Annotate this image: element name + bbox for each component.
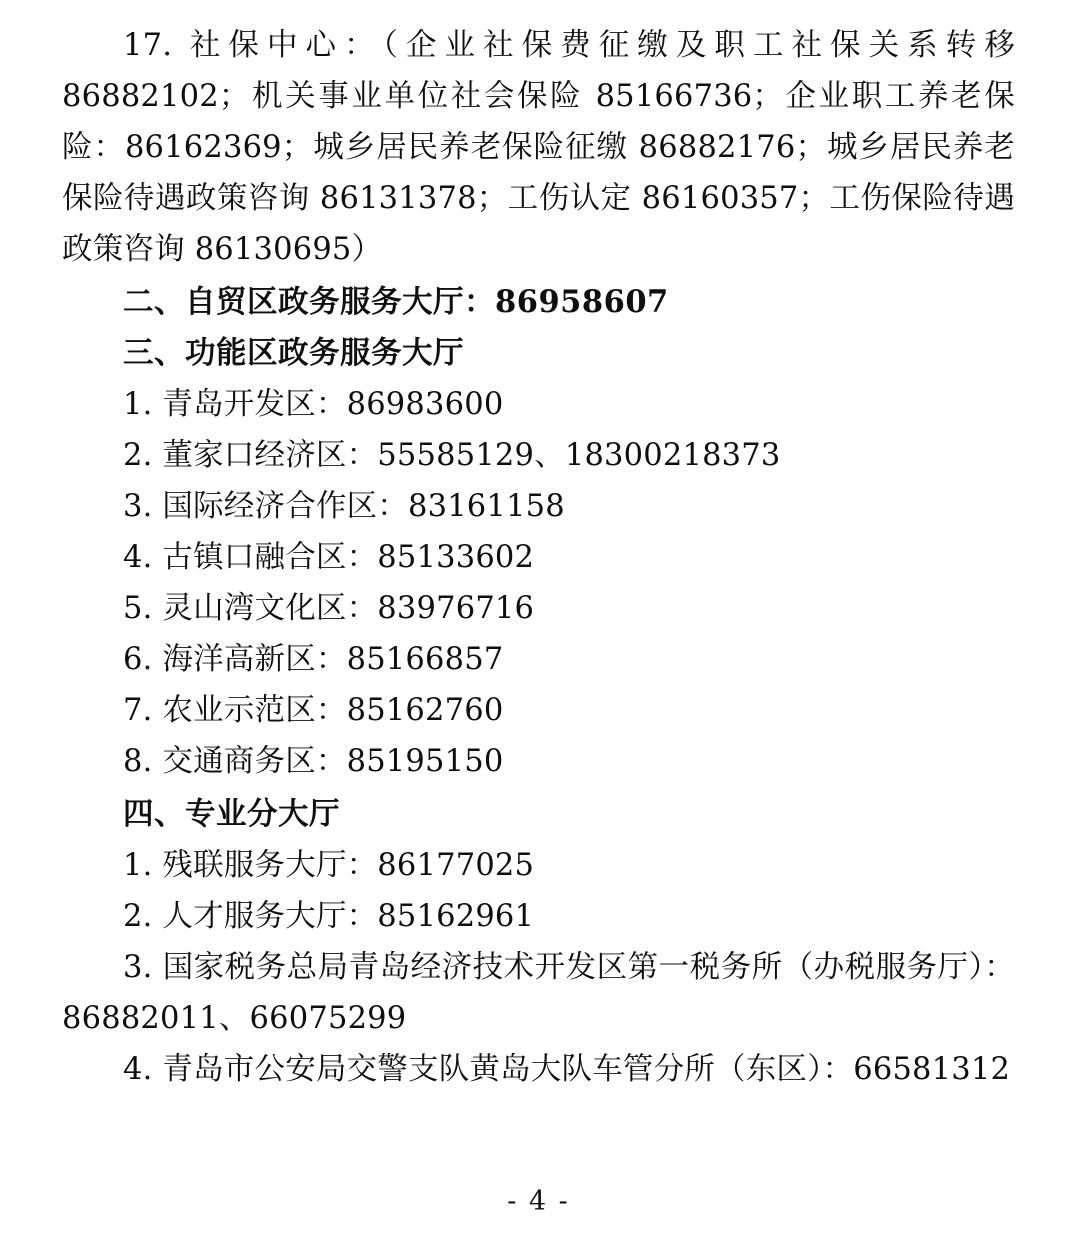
list-item: 4. 青岛市公安局交警支队黄岛大队车管分所（东区）：66581312 xyxy=(123,1052,1011,1087)
section-heading-three: 三、功能区政务服务大厅 xyxy=(123,335,464,371)
section-heading-four: 四、专业分大厅 xyxy=(123,796,340,832)
list-item: 3. 国家税务总局青岛经济技术开发区第一税务所（办税服务厅）：86882011、66075299 xyxy=(62,950,1015,1036)
list-item: 2. 人才服务大厅：85162961 xyxy=(123,899,535,934)
list-item: 1. 青岛开发区：86983600 xyxy=(123,387,504,422)
list-item: 6. 海洋高新区：85166857 xyxy=(123,642,504,677)
list-item: 1. 残联服务大厅：86177025 xyxy=(123,848,535,883)
page-number: - 4 - xyxy=(507,1186,570,1217)
list-item: 3. 国际经济合作区：83161158 xyxy=(123,489,565,524)
section-heading-two: 二、自贸区政务服务大厅：86958607 xyxy=(123,284,669,320)
list-item: 8. 交通商务区：85195150 xyxy=(123,744,504,779)
list-item: 7. 农业示范区：85162760 xyxy=(123,693,504,728)
paragraph-17: 17. 社保中心：（企业社保费征缴及职工社保关系转移 86882102；机关事业单位社会保险 85166736；企业职工养老保险：86162369；城乡居民养老保险征缴 86882176；城乡居民养老保险待遇政策咨询 86131378；工伤认定 86160357；工伤保险待遇政策咨询 86130695） xyxy=(62,28,1015,267)
list-item: 2. 董家口经济区：55585129、18300218373 xyxy=(123,438,781,473)
list-item: 4. 古镇口融合区：85133602 xyxy=(123,540,535,575)
list-item: 5. 灵山湾文化区：83976716 xyxy=(123,591,535,626)
